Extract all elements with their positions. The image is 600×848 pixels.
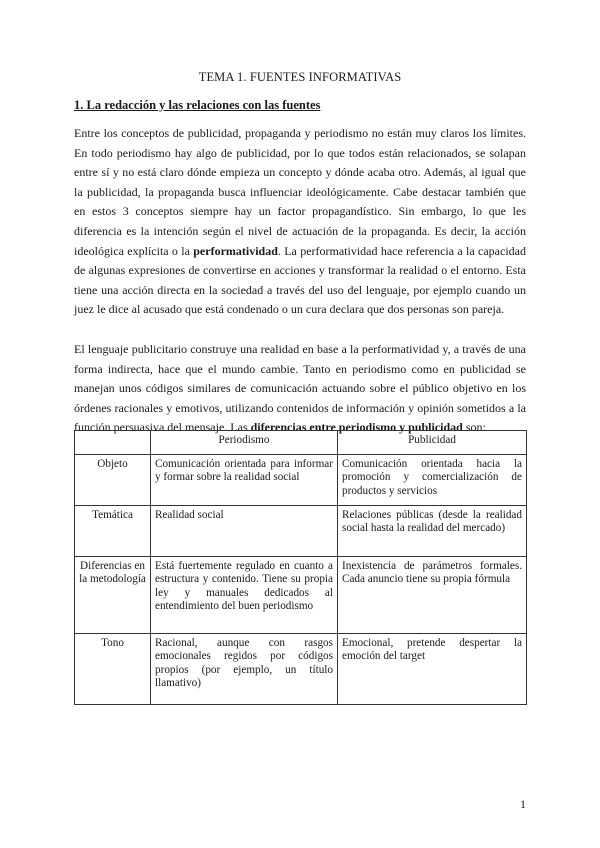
comparison-table	[74, 430, 527, 705]
table-row	[75, 455, 527, 506]
table-row	[75, 506, 527, 557]
paragraph-2-text-b: son:	[462, 420, 486, 435]
cell-publicidad: Inexistencia de parámetros formales. Cada anuncio tiene su propia fórmula	[338, 557, 527, 634]
paragraph-1	[74, 124, 526, 320]
cell-publicidad: Relaciones públicas (desde la realidad social hasta la realidad del mercado)	[338, 506, 527, 557]
cell-periodismo: Comunicación orientada para informar y formar sobre la realidad social	[151, 455, 338, 506]
table-row	[75, 634, 527, 705]
table-header-periodismo: Periodismo	[151, 431, 338, 455]
table-header-row	[75, 431, 527, 455]
cell-publicidad: Emocional, pretende despertar la emoción del target	[338, 634, 527, 705]
row-label: Objeto	[75, 455, 151, 506]
cell-periodismo: Racional, aunque con rasgos emocionales regidos por códigos propios (por ejemplo, un título llamativo)	[151, 634, 338, 705]
paragraph-2-bold-term: diferencias entre periodismo y publicidad	[250, 420, 463, 435]
paragraph-2-text-a: El lenguaje publicitario construye una realidad en base a la performatividad y, a través de una forma indirecta, hace que el mundo cambie. Tanto en periodismo como en publicidad se manejan unos códigos similares de comunicación actuando sobre el público objetivo en los órdenes racionales y emotivos, utilizando contenidos de información y opinión sometidos a la función persuasiva del mensaje. Las	[74, 342, 526, 435]
document-title: TEMA 1. FUENTES INFORMATIVAS	[198, 70, 402, 84]
section-heading: 1. La redacción y las relaciones con las fuentes	[74, 98, 321, 112]
table-row	[75, 557, 527, 634]
paragraph-2	[74, 340, 526, 438]
table-header-publicidad: Publicidad	[338, 431, 527, 455]
paragraph-1-text-b: . La performatividad hace referencia a la capacidad de algunas expresiones de convertirse en acciones y transformar la realidad o el entorno. Esta tiene una acción directa en la sociedad a través del uso del lenguaje, por ejemplo cuando un juez le dice al acusado que está condenado o un cura declara que dos personas son pareja.	[74, 243, 526, 317]
paragraph-1-bold-term: performatividad	[193, 243, 278, 258]
page-number: 1	[520, 797, 526, 811]
cell-publicidad: Comunicación orientada hacia la promoción y comercialización de productos y servicios	[338, 455, 527, 506]
table-header-empty	[75, 431, 151, 455]
row-label: Tono	[75, 634, 151, 705]
cell-periodismo: Realidad social	[151, 506, 338, 557]
cell-periodismo: Está fuertemente regulado en cuanto a estructura y contenido. Tiene su propia ley y manuales dedicados al entendimiento del buen periodismo	[151, 557, 338, 634]
row-label: Temática	[75, 506, 151, 557]
paragraph-1-text-a: Entre los conceptos de publicidad, propaganda y periodismo no están muy claros los límites. En todo periodismo hay algo de publicidad, por lo que todos están relacionados, se solapan entre sí y no está claro dónde empieza un concepto y dónde acaba otro. Además, al igual que la publicidad, la propaganda busca influenciar ideológicamente. Cabe destacar también que en estos 3 conceptos siempre hay un factor propagandístico. Sin embargo, lo que les diferencia es la intención según el nivel de actuación de la propaganda. Es decir, la acción ideológica explícita o la	[74, 126, 526, 258]
row-label: Diferencias en la metodología	[75, 557, 151, 634]
